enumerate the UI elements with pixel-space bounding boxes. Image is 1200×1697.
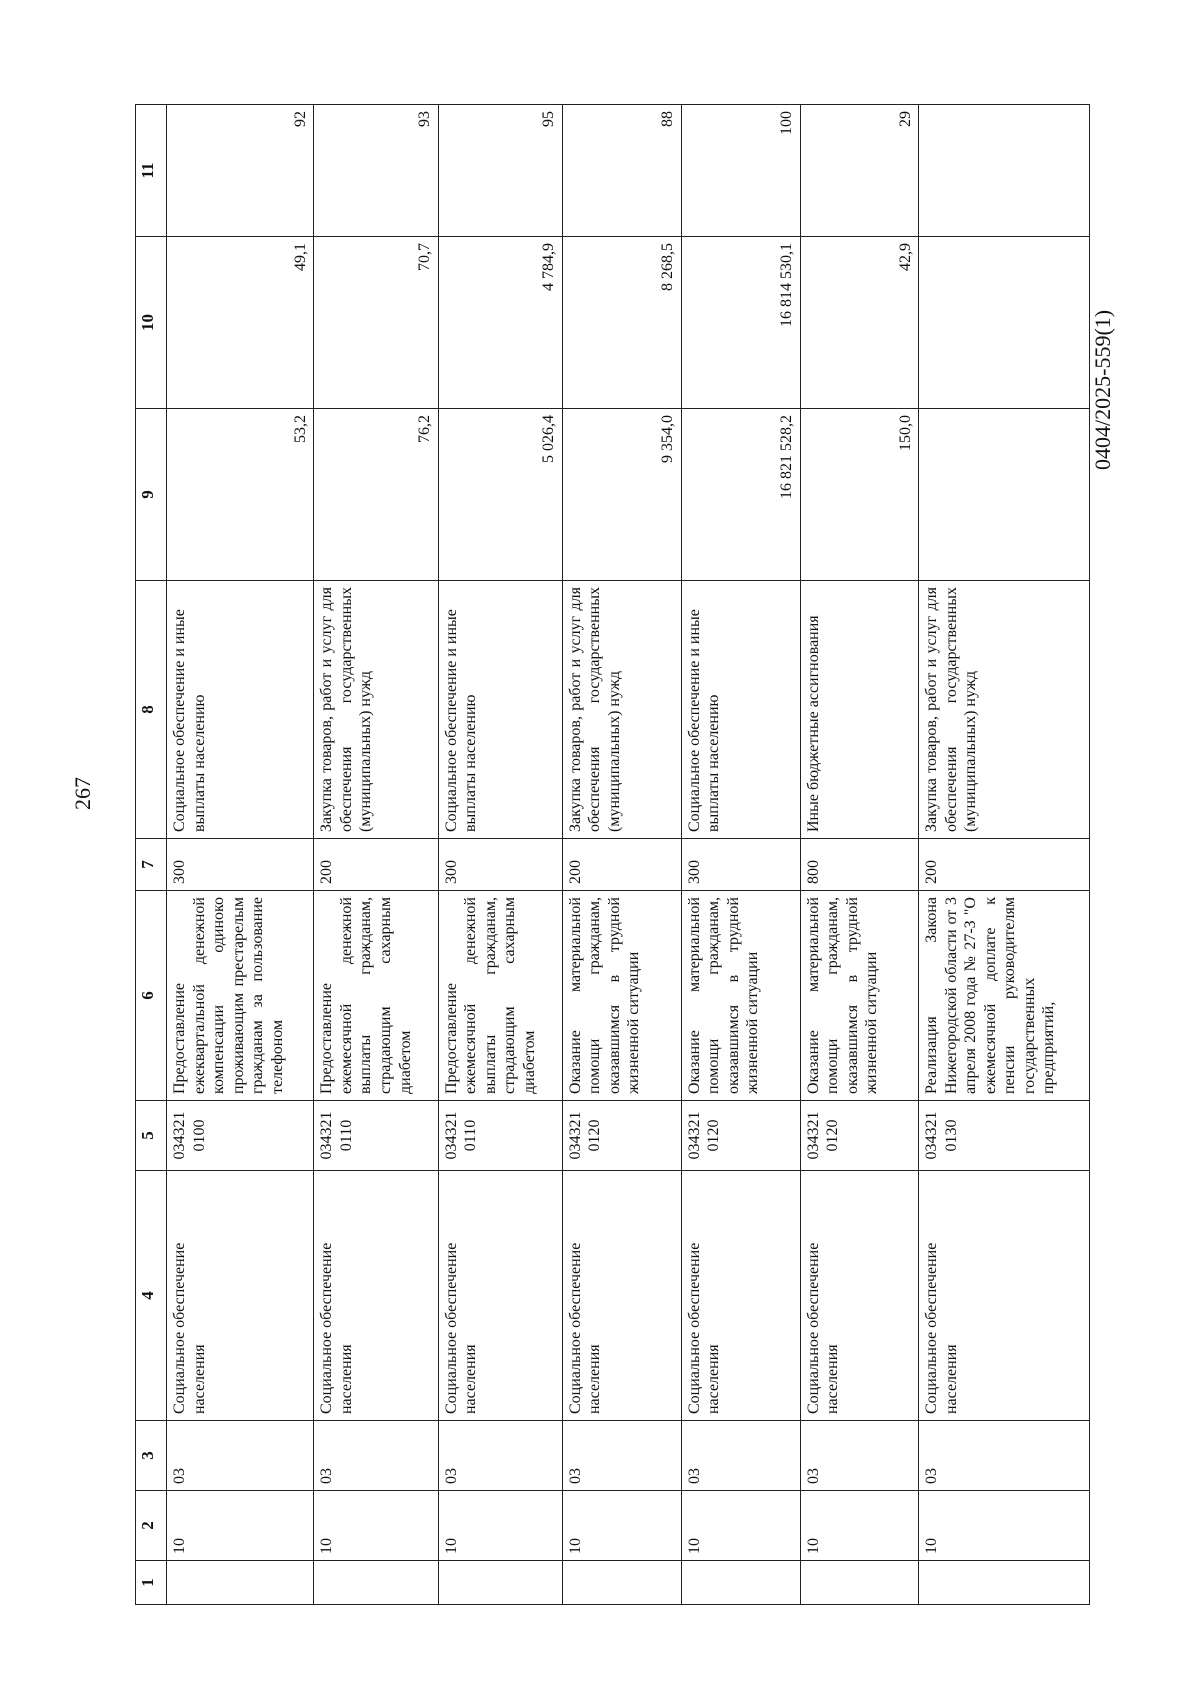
cell-expense-code: 200 xyxy=(919,839,1090,891)
cell-target-name: Предоставление ежеквартальной денежной компенсации одиноко проживающим престарелым гражданам за пользование телефоном xyxy=(167,891,314,1101)
table-row xyxy=(438,105,562,1605)
cell-target-code: 034321 0110 xyxy=(438,1101,562,1171)
cell-section: 10 xyxy=(919,1491,1090,1561)
cell-percent xyxy=(919,105,1090,237)
header-row xyxy=(136,105,167,1605)
table-row xyxy=(562,105,681,1605)
cell-actual: 16 814 530,1 xyxy=(681,237,800,409)
cell-subsection: 03 xyxy=(438,1421,562,1491)
column-header: 1 xyxy=(136,1561,167,1605)
cell-target-code: 034321 0120 xyxy=(800,1101,919,1171)
cell-planned: 53,2 xyxy=(167,409,314,581)
table-row xyxy=(681,105,800,1605)
cell-col1 xyxy=(681,1561,800,1605)
cell-section-name: Социальное обеспечение населения xyxy=(167,1171,314,1421)
table-row xyxy=(314,105,438,1605)
column-header: 8 xyxy=(136,581,167,839)
cell-expense-name: Социальное обеспечение и иные выплаты населению xyxy=(438,581,562,839)
cell-planned: 16 821 528,2 xyxy=(681,409,800,581)
cell-percent: 88 xyxy=(562,105,681,237)
cell-subsection: 03 xyxy=(314,1421,438,1491)
table-row xyxy=(800,105,919,1605)
page-number: 267 xyxy=(70,777,95,810)
cell-target-name: Оказание материальной помощи гражданам, оказавшимся в трудной жизненной ситуации xyxy=(800,891,919,1101)
column-header: 4 xyxy=(136,1171,167,1421)
column-header: 2 xyxy=(136,1491,167,1561)
column-header: 5 xyxy=(136,1101,167,1171)
cell-col1 xyxy=(438,1561,562,1605)
cell-expense-name: Социальное обеспечение и иные выплаты населению xyxy=(681,581,800,839)
cell-expense-name: Иные бюджетные ассигнования xyxy=(800,581,919,839)
table-row xyxy=(919,105,1090,1605)
cell-target-name: Оказание материальной помощи гражданам, оказавшимся в трудной жизненной ситуации xyxy=(681,891,800,1101)
cell-col1 xyxy=(167,1561,314,1605)
cell-col1 xyxy=(562,1561,681,1605)
cell-percent: 29 xyxy=(800,105,919,237)
cell-section-name: Социальное обеспечение населения xyxy=(681,1171,800,1421)
cell-target-name: Предоставление ежемесячной денежной выплаты гражданам, страдающим сахарным диабетом xyxy=(314,891,438,1101)
cell-planned: 5 026,4 xyxy=(438,409,562,581)
cell-col1 xyxy=(919,1561,1090,1605)
cell-planned: 9 354,0 xyxy=(562,409,681,581)
cell-section: 10 xyxy=(562,1491,681,1561)
cell-subsection: 03 xyxy=(562,1421,681,1491)
cell-actual: 4 784,9 xyxy=(438,237,562,409)
cell-section: 10 xyxy=(800,1491,919,1561)
cell-expense-code: 200 xyxy=(314,839,438,891)
cell-subsection: 03 xyxy=(919,1421,1090,1491)
column-header: 7 xyxy=(136,839,167,891)
cell-expense-name: Закупка товаров, работ и услуг для обеспечения государственных (муниципальных) нужд xyxy=(919,581,1090,839)
cell-section-name: Социальное обеспечение населения xyxy=(562,1171,681,1421)
cell-percent: 100 xyxy=(681,105,800,237)
table-row xyxy=(167,105,314,1605)
cell-target-name: Предоставление ежемесячной денежной выплаты гражданам, страдающим сахарным диабетом xyxy=(438,891,562,1101)
cell-planned xyxy=(919,409,1090,581)
cell-percent: 93 xyxy=(314,105,438,237)
cell-expense-code: 300 xyxy=(681,839,800,891)
cell-percent: 95 xyxy=(438,105,562,237)
cell-actual: 70,7 xyxy=(314,237,438,409)
cell-section: 10 xyxy=(314,1491,438,1561)
column-header: 10 xyxy=(136,237,167,409)
cell-section-name: Социальное обеспечение населения xyxy=(800,1171,919,1421)
cell-target-name: Реализация Закона Нижегородской области от 3 апреля 2008 года № 27-З "О ежемесячной доплате к пенсии руководителям государственных предприятий, xyxy=(919,891,1090,1101)
cell-section: 10 xyxy=(167,1491,314,1561)
cell-section: 10 xyxy=(438,1491,562,1561)
cell-expense-code: 800 xyxy=(800,839,919,891)
cell-section: 10 xyxy=(681,1491,800,1561)
cell-col1 xyxy=(314,1561,438,1605)
cell-section-name: Социальное обеспечение населения xyxy=(438,1171,562,1421)
cell-target-code: 034321 0110 xyxy=(314,1101,438,1171)
cell-col1 xyxy=(800,1561,919,1605)
document-code: 0404/2025-559(1) xyxy=(1090,309,1115,470)
cell-expense-name: Закупка товаров, работ и услуг для обеспечения государственных (муниципальных) нужд xyxy=(314,581,438,839)
cell-actual xyxy=(919,237,1090,409)
cell-target-code: 034321 0100 xyxy=(167,1101,314,1171)
cell-expense-code: 300 xyxy=(167,839,314,891)
cell-actual: 42,9 xyxy=(800,237,919,409)
budget-table xyxy=(135,104,1090,1605)
cell-expense-code: 200 xyxy=(562,839,681,891)
cell-subsection: 03 xyxy=(167,1421,314,1491)
cell-expense-code: 300 xyxy=(438,839,562,891)
cell-actual: 49,1 xyxy=(167,237,314,409)
cell-target-code: 034321 0120 xyxy=(562,1101,681,1171)
cell-percent: 92 xyxy=(167,105,314,237)
column-header: 6 xyxy=(136,891,167,1101)
cell-target-code: 034321 0120 xyxy=(681,1101,800,1171)
cell-target-name: Оказание материальной помощи гражданам, оказавшимся в трудной жизненной ситуации xyxy=(562,891,681,1101)
cell-actual: 8 268,5 xyxy=(562,237,681,409)
column-header: 11 xyxy=(136,105,167,237)
column-header: 3 xyxy=(136,1421,167,1491)
column-header: 9 xyxy=(136,409,167,581)
cell-planned: 76,2 xyxy=(314,409,438,581)
cell-expense-name: Социальное обеспечение и иные выплаты населению xyxy=(167,581,314,839)
cell-subsection: 03 xyxy=(681,1421,800,1491)
cell-target-code: 034321 0130 xyxy=(919,1101,1090,1171)
cell-subsection: 03 xyxy=(800,1421,919,1491)
budget-table-container xyxy=(135,105,1090,1605)
cell-expense-name: Закупка товаров, работ и услуг для обеспечения государственных (муниципальных) нужд xyxy=(562,581,681,839)
cell-planned: 150,0 xyxy=(800,409,919,581)
cell-section-name: Социальное обеспечение населения xyxy=(314,1171,438,1421)
cell-section-name: Социальное обеспечение населения xyxy=(919,1171,1090,1421)
